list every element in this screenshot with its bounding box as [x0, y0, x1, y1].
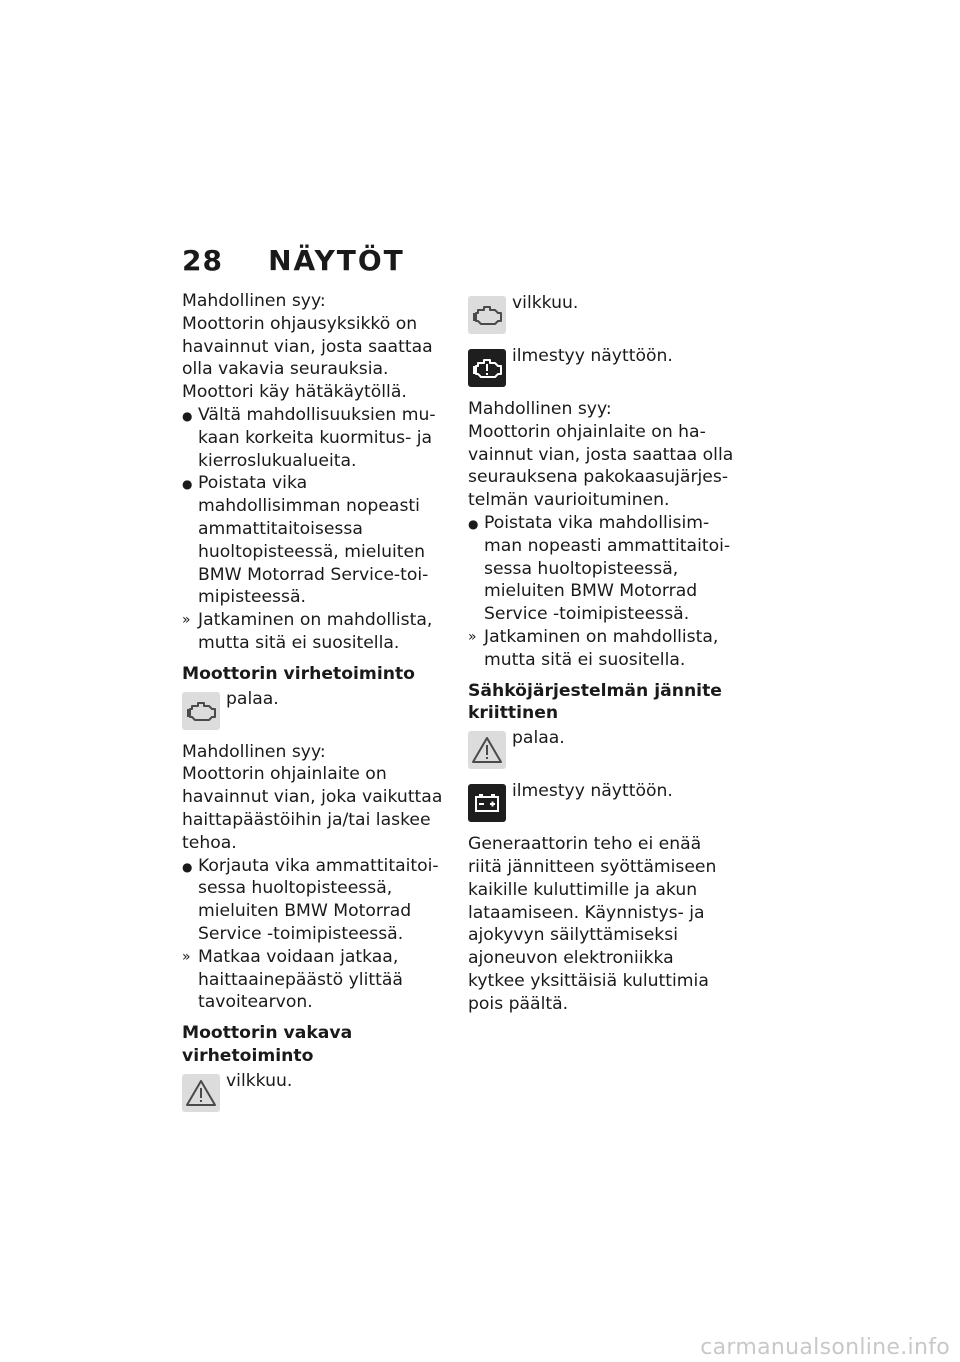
indicator-state: palaa.	[226, 688, 279, 709]
watermark: carmanualsonline.info	[700, 1335, 950, 1360]
indicator-state: palaa.	[512, 728, 565, 749]
heading-engine-fault: Moottorin virhetoiminto	[182, 663, 415, 684]
instruction-bullet: ● Korjauta vika ammattitaitoisessa huoltopisteessä, mieluiten BMW Motorrad Service -toimipisteessä.	[182, 855, 439, 944]
engine-display-icon	[468, 349, 506, 387]
battery-icon	[468, 784, 506, 822]
cause-label: Mahdollinen syy:	[182, 741, 326, 762]
cause-text: Moottorin ohjausyksikkö on havainnut vian, josta saattaa olla vakavia seurauksia. Moottori käy hätäkäytöllä.	[182, 313, 433, 403]
heading-voltage-critical: Sähköjärjestelmän jännite kriittinen	[468, 680, 722, 724]
page-number: 28	[182, 244, 223, 277]
page-header	[182, 244, 405, 277]
warning-triangle-icon	[182, 1074, 220, 1112]
result-note: » Matkaa voidaan jatkaa, haittaainepäästö ylittää tavoitearvon.	[182, 946, 403, 1013]
instruction-bullet: ● Poistata vika mahdollisimman nopeasti ammattitaitoisessa huoltopisteessä, mieluiten BMW Motorrad Service-toimipisteessä.	[182, 473, 429, 608]
left-column	[182, 290, 448, 1123]
cause-text: Moottorin ohjainlaite on havainnut vian, josta saattaa olla seurauksena pakokaasujärjestelmän vaurioituminen.	[468, 421, 734, 511]
arrow-marker: »	[468, 628, 477, 645]
bullet-marker: ●	[468, 516, 479, 531]
indicator-state: ilmestyy näyttöön.	[512, 781, 673, 802]
indicator-state: vilkkuu.	[512, 293, 579, 313]
engine-fault-indicator	[182, 688, 448, 737]
engine-flashing-indicator	[468, 292, 734, 341]
voltage-description: Generaattorin teho ei enää riitä jännitteen syöttämiseen kaikille kuluttimille ja akun lataamiseen. Käynnistys- ja ajokyvyn säilyttämiseksi ajoneuvon elektroniikka kytkee yksittäisiä kuluttimia pois päältä.	[468, 834, 717, 1014]
engine-warning-icon	[468, 296, 506, 334]
engine-warning-icon	[182, 692, 220, 730]
result-note: » Jatkaminen on mahdollista, mutta sitä ei suositella.	[182, 610, 433, 653]
cause-text: Moottorin ohjainlaite on havainnut vian, joka vaikuttaa haittapäästöihin ja/tai laskee tehoa.	[182, 764, 443, 853]
engine-display-indicator	[468, 345, 734, 394]
section-title: NÄYTÖT	[268, 244, 405, 277]
arrow-marker: »	[182, 948, 191, 965]
instruction-bullet: ● Vältä mahdollisuuksien mukaan korkeita kuormitus- ja kierroslukualueita.	[182, 404, 436, 471]
right-column	[468, 290, 734, 1016]
result-note: » Jatkaminen on mahdollista, mutta sitä ei suositella.	[468, 626, 719, 670]
indicator-state: ilmestyy näyttöön.	[512, 346, 673, 366]
bullet-marker: ●	[182, 859, 193, 874]
cause-label: Mahdollinen syy:	[182, 291, 326, 311]
bullet-marker: ●	[182, 477, 193, 492]
warning-triangle-icon	[468, 731, 506, 769]
bullet-marker: ●	[182, 408, 193, 423]
arrow-marker: »	[182, 612, 191, 629]
battery-indicator	[468, 780, 734, 829]
cause-label: Mahdollinen syy:	[468, 399, 612, 419]
instruction-bullet: ● Poistata vika mahdollisimman nopeasti ammattitaitoisessa huoltopisteessä, mieluiten BMW Motorrad Service -toimipisteessä.	[468, 512, 731, 625]
voltage-warning-indicator	[468, 727, 734, 776]
indicator-state: vilkkuu.	[226, 1070, 293, 1091]
severe-fault-indicator	[182, 1070, 448, 1119]
heading-severe-fault: Moottorin vakava virhetoiminto	[182, 1023, 353, 1066]
